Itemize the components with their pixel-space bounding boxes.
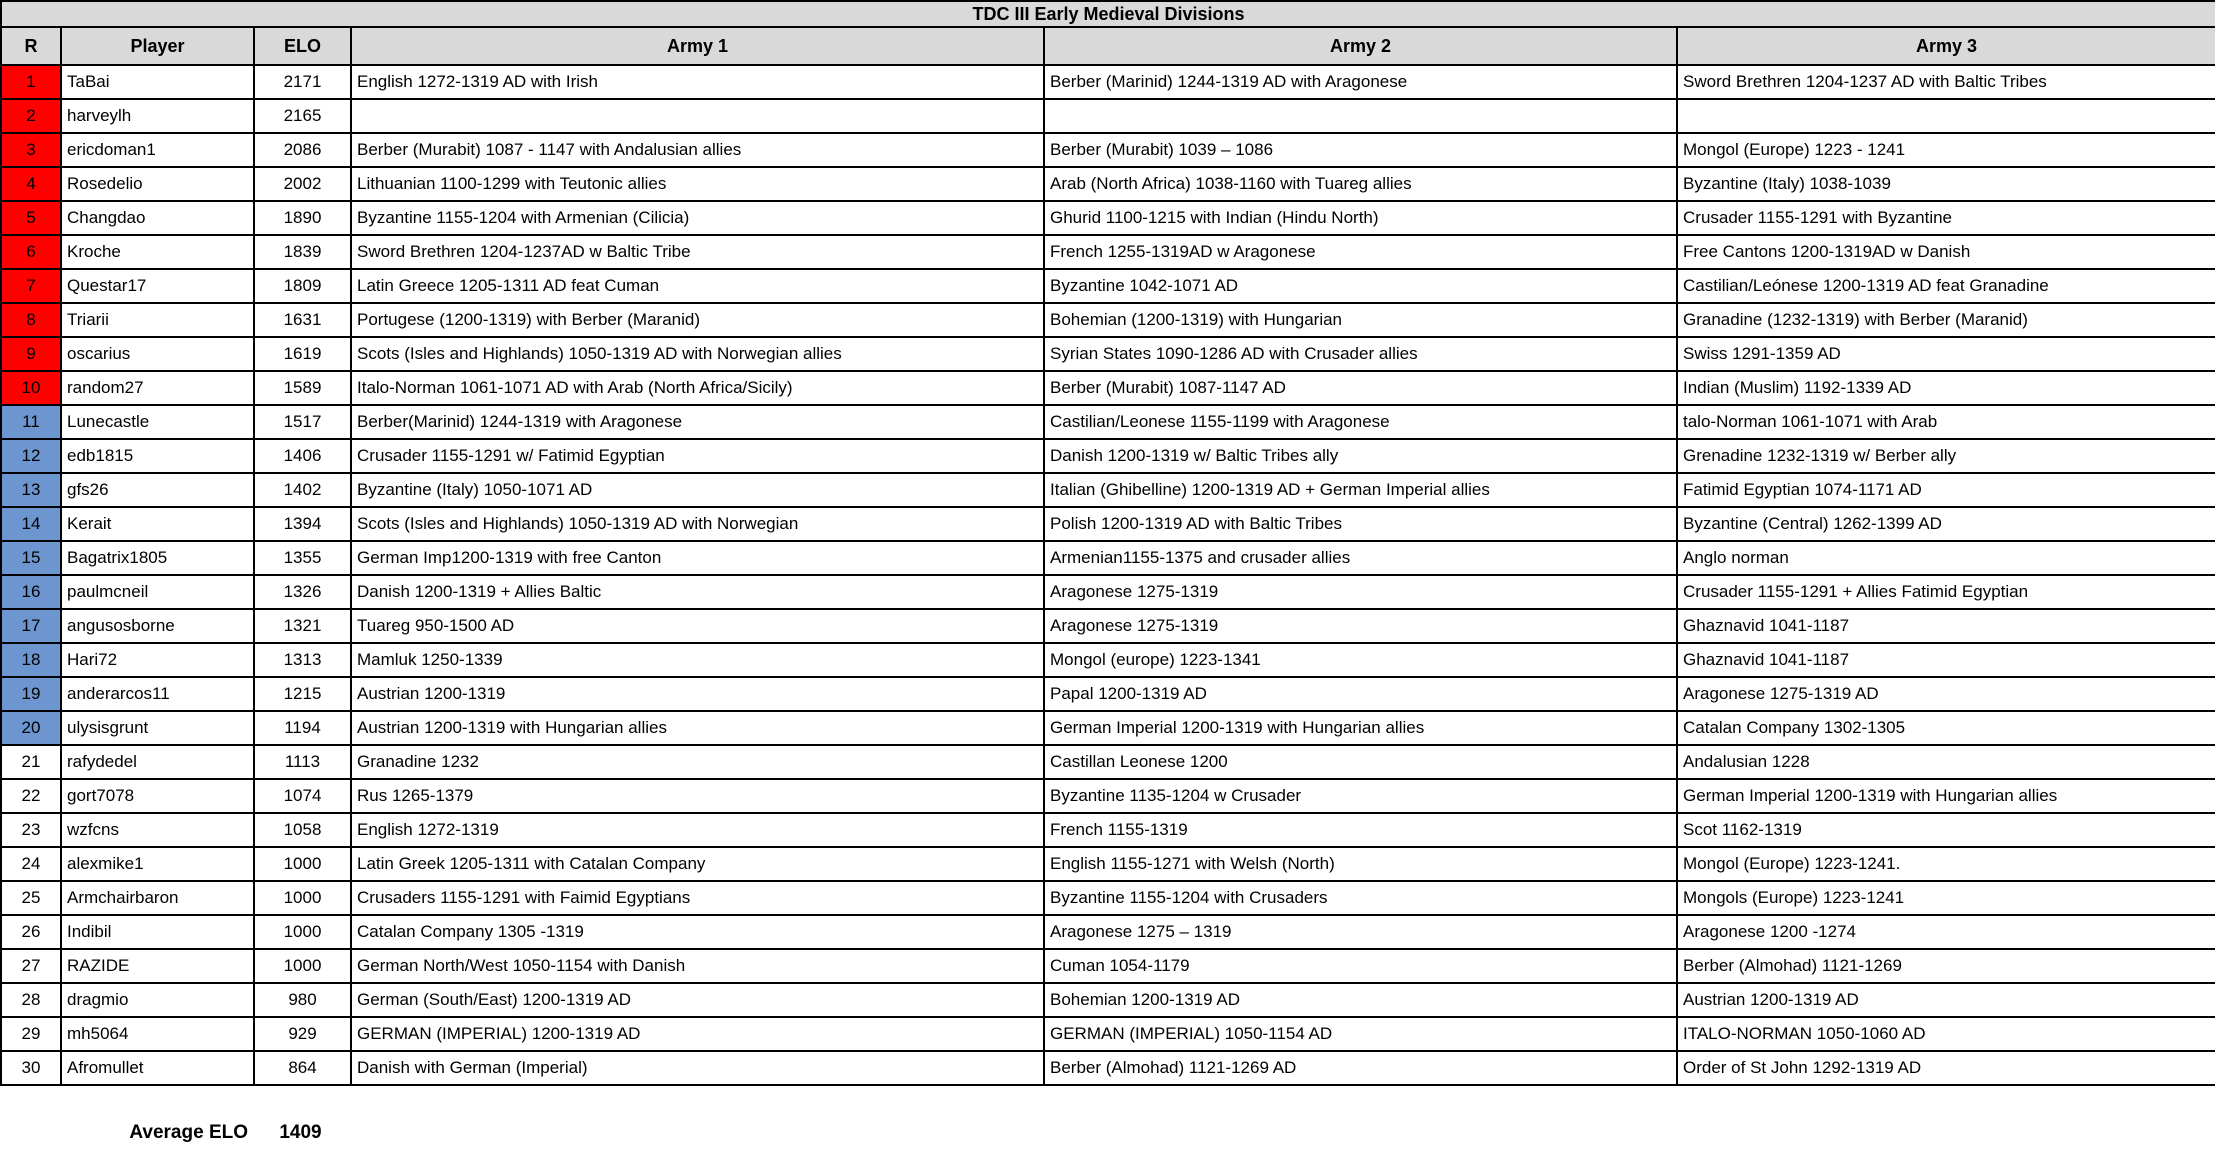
army2-cell[interactable]: GERMAN (IMPERIAL) 1050-1154 AD: [1044, 1017, 1677, 1051]
table-row: [1, 167, 2215, 201]
player-cell[interactable]: dragmio: [61, 983, 254, 1017]
army2-cell[interactable]: Mongol (europe) 1223-1341: [1044, 643, 1677, 677]
rank-cell[interactable]: 21: [1, 745, 61, 779]
table-row: [1, 847, 2215, 881]
rank-cell[interactable]: 17: [1, 609, 61, 643]
elo-cell[interactable]: 1402: [254, 473, 351, 507]
army1-cell[interactable]: Berber(Marinid) 1244-1319 with Aragonese: [351, 405, 1044, 439]
elo-cell[interactable]: 2086: [254, 133, 351, 167]
elo-cell[interactable]: 1074: [254, 779, 351, 813]
elo-cell[interactable]: 1215: [254, 677, 351, 711]
column-header-elo[interactable]: ELO: [254, 27, 351, 65]
army1-cell[interactable]: Scots (Isles and Highlands) 1050-1319 AD with Norwegian: [351, 507, 1044, 541]
page-title: TDC III Early Medieval Divisions: [1, 1, 2215, 27]
army2-cell[interactable]: Italian (Ghibelline) 1200-1319 AD + German Imperial allies: [1044, 473, 1677, 507]
player-cell[interactable]: edb1815: [61, 439, 254, 473]
army2-cell[interactable]: Byzantine 1042-1071 AD: [1044, 269, 1677, 303]
table-row: [1, 813, 2215, 847]
army1-cell[interactable]: Sword Brethren 1204-1237AD w Baltic Tribe: [351, 235, 1044, 269]
player-cell[interactable]: anderarcos11: [61, 677, 254, 711]
rank-cell[interactable]: 4: [1, 167, 61, 201]
rank-cell[interactable]: 28: [1, 983, 61, 1017]
table-row: [1, 99, 2215, 133]
elo-cell[interactable]: 1589: [254, 371, 351, 405]
army2-cell[interactable]: Aragonese 1275-1319: [1044, 575, 1677, 609]
elo-cell[interactable]: 1000: [254, 949, 351, 983]
table-row: [1, 609, 2215, 643]
player-cell[interactable]: Kroche: [61, 235, 254, 269]
player-cell[interactable]: harveylh: [61, 99, 254, 133]
column-header-army2[interactable]: Army 2: [1044, 27, 1677, 65]
table-row: [1, 541, 2215, 575]
table-row: [1, 473, 2215, 507]
table-row: [1, 507, 2215, 541]
army3-cell[interactable]: Ghaznavid 1041-1187: [1677, 609, 2215, 643]
army2-cell[interactable]: Castillan Leonese 1200: [1044, 745, 1677, 779]
army2-cell[interactable]: Aragonese 1275-1319: [1044, 609, 1677, 643]
rank-cell[interactable]: 18: [1, 643, 61, 677]
player-cell[interactable]: paulmcneil: [61, 575, 254, 609]
average-elo-label: Average ELO: [129, 1122, 248, 1143]
player-cell[interactable]: ulysisgrunt: [61, 711, 254, 745]
table-row: [1, 303, 2215, 337]
table-row: [1, 677, 2215, 711]
army3-cell[interactable]: Ghaznavid 1041-1187: [1677, 643, 2215, 677]
army2-cell[interactable]: Cuman 1054-1179: [1044, 949, 1677, 983]
army1-cell[interactable]: Austrian 1200-1319 with Hungarian allies: [351, 711, 1044, 745]
player-cell[interactable]: angusosborne: [61, 609, 254, 643]
army1-cell[interactable]: Tuareg 950-1500 AD: [351, 609, 1044, 643]
army3-cell[interactable]: Byzantine (Italy) 1038-1039: [1677, 167, 2215, 201]
elo-cell[interactable]: 864: [254, 1051, 351, 1085]
player-cell[interactable]: Hari72: [61, 643, 254, 677]
elo-cell[interactable]: 980: [254, 983, 351, 1017]
table-row: [1, 405, 2215, 439]
table-row: [1, 1017, 2215, 1051]
rank-cell[interactable]: 25: [1, 881, 61, 915]
army1-cell[interactable]: Mamluk 1250-1339: [351, 643, 1044, 677]
army3-cell[interactable]: [1677, 99, 2215, 133]
rank-cell[interactable]: 30: [1, 1051, 61, 1085]
army2-cell[interactable]: Ghurid 1100-1215 with Indian (Hindu North): [1044, 201, 1677, 235]
elo-cell[interactable]: 1809: [254, 269, 351, 303]
army1-cell[interactable]: Danish with German (Imperial): [351, 1051, 1044, 1085]
army1-cell[interactable]: Rus 1265-1379: [351, 779, 1044, 813]
army3-cell[interactable]: Order of St John 1292-1319 AD: [1677, 1051, 2215, 1085]
rank-cell[interactable]: 1: [1, 65, 61, 99]
elo-cell[interactable]: 2002: [254, 167, 351, 201]
table-row: [1, 949, 2215, 983]
elo-cell[interactable]: 1194: [254, 711, 351, 745]
elo-cell[interactable]: 2165: [254, 99, 351, 133]
army3-cell[interactable]: Sword Brethren 1204-1237 AD with Baltic Tribes: [1677, 65, 2215, 99]
army2-cell[interactable]: German Imperial 1200-1319 with Hungarian allies: [1044, 711, 1677, 745]
army2-cell[interactable]: Berber (Almohad) 1121-1269 AD: [1044, 1051, 1677, 1085]
player-cell[interactable]: RAZIDE: [61, 949, 254, 983]
table-row: [1, 235, 2215, 269]
player-cell[interactable]: Indibil: [61, 915, 254, 949]
player-cell[interactable]: Kerait: [61, 507, 254, 541]
army1-cell[interactable]: Crusaders 1155-1291 with Faimid Egyptians: [351, 881, 1044, 915]
rank-cell[interactable]: 12: [1, 439, 61, 473]
rank-cell[interactable]: 19: [1, 677, 61, 711]
army3-cell[interactable]: Indian (Muslim) 1192-1339 AD: [1677, 371, 2215, 405]
rank-cell[interactable]: 8: [1, 303, 61, 337]
army1-cell[interactable]: Latin Greek 1205-1311 with Catalan Company: [351, 847, 1044, 881]
army2-cell[interactable]: Armenian1155-1375 and crusader allies: [1044, 541, 1677, 575]
army1-cell[interactable]: Crusader 1155-1291 w/ Fatimid Egyptian: [351, 439, 1044, 473]
army1-cell[interactable]: Austrian 1200-1319: [351, 677, 1044, 711]
player-cell[interactable]: Armchairbaron: [61, 881, 254, 915]
player-cell[interactable]: Changdao: [61, 201, 254, 235]
player-cell[interactable]: rafydedel: [61, 745, 254, 779]
army2-cell[interactable]: Danish 1200-1319 w/ Baltic Tribes ally: [1044, 439, 1677, 473]
army2-cell[interactable]: French 1155-1319: [1044, 813, 1677, 847]
army1-cell[interactable]: [351, 99, 1044, 133]
elo-cell[interactable]: 1113: [254, 745, 351, 779]
player-cell[interactable]: mh5064: [61, 1017, 254, 1051]
army1-cell[interactable]: Berber (Murabit) 1087 - 1147 with Andalusian allies: [351, 133, 1044, 167]
player-cell[interactable]: random27: [61, 371, 254, 405]
army2-cell[interactable]: Polish 1200-1319 AD with Baltic Tribes: [1044, 507, 1677, 541]
rank-cell[interactable]: 23: [1, 813, 61, 847]
army1-cell[interactable]: Catalan Company 1305 -1319: [351, 915, 1044, 949]
army3-cell[interactable]: Andalusian 1228: [1677, 745, 2215, 779]
army1-cell[interactable]: Danish 1200-1319 + Allies Baltic: [351, 575, 1044, 609]
player-cell[interactable]: TaBai: [61, 65, 254, 99]
army2-cell[interactable]: Berber (Murabit) 1087-1147 AD: [1044, 371, 1677, 405]
army2-cell[interactable]: Arab (North Africa) 1038-1160 with Tuareg allies: [1044, 167, 1677, 201]
army3-cell[interactable]: Austrian 1200-1319 AD: [1677, 983, 2215, 1017]
column-header-rank[interactable]: R: [1, 27, 61, 65]
table-row: [1, 133, 2215, 167]
elo-cell[interactable]: 1326: [254, 575, 351, 609]
elo-cell[interactable]: 1000: [254, 881, 351, 915]
army2-cell[interactable]: Aragonese 1275 – 1319: [1044, 915, 1677, 949]
table-row: [1, 983, 2215, 1017]
army3-cell[interactable]: Berber (Almohad) 1121-1269: [1677, 949, 2215, 983]
army1-cell[interactable]: Byzantine 1155-1204 with Armenian (Cilicia): [351, 201, 1044, 235]
elo-cell[interactable]: 1406: [254, 439, 351, 473]
army2-cell[interactable]: Papal 1200-1319 AD: [1044, 677, 1677, 711]
army3-cell[interactable]: ITALO-NORMAN 1050-1060 AD: [1677, 1017, 2215, 1051]
rank-cell[interactable]: 15: [1, 541, 61, 575]
army1-cell[interactable]: Lithuanian 1100-1299 with Teutonic allies: [351, 167, 1044, 201]
army3-cell[interactable]: talo-Norman 1061-1071 with Arab: [1677, 405, 2215, 439]
player-cell[interactable]: Lunecastle: [61, 405, 254, 439]
elo-cell[interactable]: 1000: [254, 847, 351, 881]
army2-cell[interactable]: Byzantine 1155-1204 with Crusaders: [1044, 881, 1677, 915]
army2-cell[interactable]: Bohemian 1200-1319 AD: [1044, 983, 1677, 1017]
elo-cell[interactable]: 1058: [254, 813, 351, 847]
army3-cell[interactable]: Catalan Company 1302-1305: [1677, 711, 2215, 745]
player-cell[interactable]: alexmike1: [61, 847, 254, 881]
player-cell[interactable]: Bagatrix1805: [61, 541, 254, 575]
table-row: [1, 1051, 2215, 1085]
table-row: [1, 269, 2215, 303]
army3-cell[interactable]: Scot 1162-1319: [1677, 813, 2215, 847]
army1-cell[interactable]: Portugese (1200-1319) with Berber (Maranid): [351, 303, 1044, 337]
elo-cell[interactable]: 1619: [254, 337, 351, 371]
army3-cell[interactable]: Granadine (1232-1319) with Berber (Maranid): [1677, 303, 2215, 337]
elo-cell[interactable]: 1000: [254, 915, 351, 949]
elo-cell[interactable]: 1517: [254, 405, 351, 439]
army1-cell[interactable]: German Imp1200-1319 with free Canton: [351, 541, 1044, 575]
rank-cell[interactable]: 2: [1, 99, 61, 133]
army2-cell[interactable]: Berber (Marinid) 1244-1319 AD with Aragonese: [1044, 65, 1677, 99]
army1-cell[interactable]: Italo-Norman 1061-1071 AD with Arab (North Africa/Sicily): [351, 371, 1044, 405]
table-row: [1, 881, 2215, 915]
player-cell[interactable]: Rosedelio: [61, 167, 254, 201]
army3-cell[interactable]: Free Cantons 1200-1319AD w Danish: [1677, 235, 2215, 269]
army1-cell[interactable]: Scots (Isles and Highlands) 1050-1319 AD with Norwegian allies: [351, 337, 1044, 371]
army3-cell[interactable]: Aragonese 1200 -1274: [1677, 915, 2215, 949]
rank-cell[interactable]: 7: [1, 269, 61, 303]
table-row: [1, 745, 2215, 779]
army3-cell[interactable]: Crusader 1155-1291 + Allies Fatimid Egyptian: [1677, 575, 2215, 609]
army2-cell[interactable]: [1044, 99, 1677, 133]
army2-cell[interactable]: Syrian States 1090-1286 AD with Crusader allies: [1044, 337, 1677, 371]
player-cell[interactable]: ericdoman1: [61, 133, 254, 167]
rank-cell[interactable]: 10: [1, 371, 61, 405]
army2-cell[interactable]: French 1255-1319AD w Aragonese: [1044, 235, 1677, 269]
rank-cell[interactable]: 27: [1, 949, 61, 983]
rank-cell[interactable]: 22: [1, 779, 61, 813]
army3-cell[interactable]: Fatimid Egyptian 1074-1171 AD: [1677, 473, 2215, 507]
table-row: [1, 575, 2215, 609]
elo-cell[interactable]: 1890: [254, 201, 351, 235]
army2-cell[interactable]: Castilian/Leonese 1155-1199 with Aragonese: [1044, 405, 1677, 439]
table-row: [1, 371, 2215, 405]
player-cell[interactable]: Afromullet: [61, 1051, 254, 1085]
elo-cell[interactable]: 1355: [254, 541, 351, 575]
title-row: [1, 1, 2215, 27]
table-row: [1, 337, 2215, 371]
army3-cell[interactable]: Mongols (Europe) 1223-1241: [1677, 881, 2215, 915]
army1-cell[interactable]: Byzantine (Italy) 1050-1071 AD: [351, 473, 1044, 507]
column-header-army1[interactable]: Army 1: [351, 27, 1044, 65]
army3-cell[interactable]: Anglo norman: [1677, 541, 2215, 575]
army3-cell[interactable]: German Imperial 1200-1319 with Hungarian allies: [1677, 779, 2215, 813]
player-cell[interactable]: gort7078: [61, 779, 254, 813]
rank-cell[interactable]: 14: [1, 507, 61, 541]
rank-cell[interactable]: 24: [1, 847, 61, 881]
player-cell[interactable]: wzfcns: [61, 813, 254, 847]
army2-cell[interactable]: Berber (Murabit) 1039 – 1086: [1044, 133, 1677, 167]
army3-cell[interactable]: Castilian/Leónese 1200-1319 AD feat Granadine: [1677, 269, 2215, 303]
average-elo-value: 1409: [279, 1122, 322, 1143]
rank-cell[interactable]: 16: [1, 575, 61, 609]
player-cell[interactable]: gfs26: [61, 473, 254, 507]
rank-cell[interactable]: 3: [1, 133, 61, 167]
rank-cell[interactable]: 13: [1, 473, 61, 507]
column-header-player[interactable]: Player: [61, 27, 254, 65]
table-row: [1, 915, 2215, 949]
army1-cell[interactable]: English 1272-1319: [351, 813, 1044, 847]
army3-cell[interactable]: Mongol (Europe) 1223-1241.: [1677, 847, 2215, 881]
army3-cell[interactable]: Crusader 1155-1291 with Byzantine: [1677, 201, 2215, 235]
army1-cell[interactable]: GERMAN (IMPERIAL) 1200-1319 AD: [351, 1017, 1044, 1051]
elo-cell[interactable]: 1313: [254, 643, 351, 677]
army2-cell[interactable]: Bohemian (1200-1319) with Hungarian: [1044, 303, 1677, 337]
elo-cell[interactable]: 929: [254, 1017, 351, 1051]
table-row: [1, 643, 2215, 677]
army1-cell[interactable]: Latin Greece 1205-1311 AD feat Cuman: [351, 269, 1044, 303]
rank-cell[interactable]: 5: [1, 201, 61, 235]
player-cell[interactable]: oscarius: [61, 337, 254, 371]
elo-cell[interactable]: 1839: [254, 235, 351, 269]
rank-cell[interactable]: 9: [1, 337, 61, 371]
rank-cell[interactable]: 6: [1, 235, 61, 269]
rank-cell[interactable]: 26: [1, 915, 61, 949]
army1-cell[interactable]: Granadine 1232: [351, 745, 1044, 779]
table-row: [1, 201, 2215, 235]
army3-cell[interactable]: Byzantine (Central) 1262-1399 AD: [1677, 507, 2215, 541]
average-elo-line: [0, 1122, 2215, 1144]
table-row: [1, 65, 2215, 99]
player-cell[interactable]: Triarii: [61, 303, 254, 337]
elo-cell[interactable]: 2171: [254, 65, 351, 99]
army3-cell[interactable]: Grenadine 1232-1319 w/ Berber ally: [1677, 439, 2215, 473]
army1-cell[interactable]: German North/West 1050-1154 with Danish: [351, 949, 1044, 983]
army3-cell[interactable]: Aragonese 1275-1319 AD: [1677, 677, 2215, 711]
table-row: [1, 439, 2215, 473]
rank-cell[interactable]: 29: [1, 1017, 61, 1051]
army3-cell[interactable]: Swiss 1291-1359 AD: [1677, 337, 2215, 371]
army1-cell[interactable]: English 1272-1319 AD with Irish: [351, 65, 1044, 99]
army1-cell[interactable]: German (South/East) 1200-1319 AD: [351, 983, 1044, 1017]
elo-cell[interactable]: 1321: [254, 609, 351, 643]
rank-cell[interactable]: 20: [1, 711, 61, 745]
column-header-army3[interactable]: Army 3: [1677, 27, 2215, 65]
rank-cell[interactable]: 11: [1, 405, 61, 439]
army2-cell[interactable]: Byzantine 1135-1204 w Crusader: [1044, 779, 1677, 813]
elo-cell[interactable]: 1631: [254, 303, 351, 337]
elo-cell[interactable]: 1394: [254, 507, 351, 541]
army2-cell[interactable]: English 1155-1271 with Welsh (North): [1044, 847, 1677, 881]
table-row: [1, 711, 2215, 745]
player-cell[interactable]: Questar17: [61, 269, 254, 303]
table-row: [1, 779, 2215, 813]
army3-cell[interactable]: Mongol (Europe) 1223 - 1241: [1677, 133, 2215, 167]
header-row: [1, 27, 2215, 65]
